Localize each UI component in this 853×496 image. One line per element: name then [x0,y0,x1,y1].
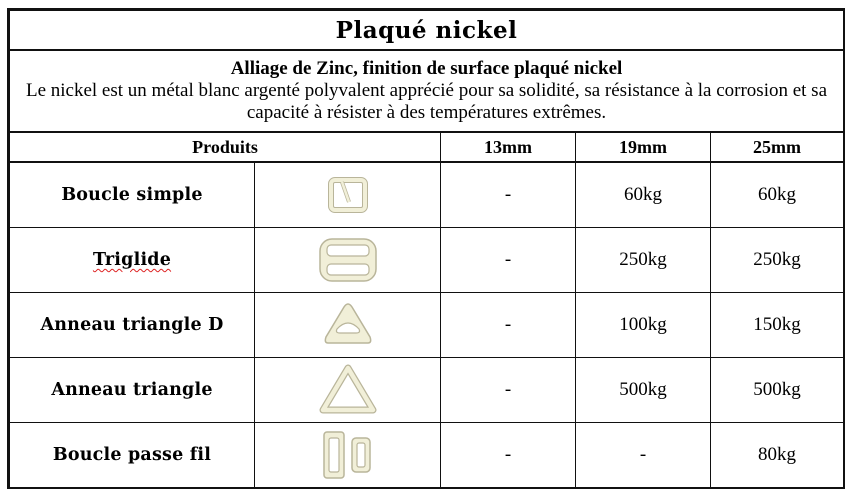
value-19mm: 500kg [576,358,711,423]
product-table [9,10,844,488]
value-25mm: 500kg [711,358,844,423]
value-13mm: - [441,423,576,488]
product-name: Anneau triangle [10,358,255,423]
description-subtitle: Alliage de Zinc, finition de surface plaqué nickel [230,58,623,79]
value-19mm: 60kg [576,162,711,228]
product-name [10,228,255,293]
header-13mm: 13mm [441,132,576,162]
value-25mm: 80kg [711,423,844,488]
description-text: Le nickel est un métal blanc argenté polyvalent apprécié pour sa solidité, sa résistance à la corrosion et sa capacité à résister à des températures extrêmes. [25,80,828,123]
product-image [255,228,441,293]
value-13mm: - [441,162,576,228]
header-products: Produits [10,132,441,162]
value-25mm: 150kg [711,293,844,358]
header-19mm: 19mm [576,132,711,162]
product-image [255,162,441,228]
page-title: Plaqué nickel [10,11,844,51]
value-13mm: - [441,358,576,423]
triangle-ring-icon [319,364,377,416]
value-19mm: 100kg [576,293,711,358]
product-name: Anneau triangle D [10,293,255,358]
table-row [10,423,844,488]
document-frame [7,8,845,489]
table-row [10,358,844,423]
triglide-icon [316,235,380,285]
product-name: Boucle simple [10,162,255,228]
value-25mm: 60kg [711,162,844,228]
value-19mm: - [576,423,711,488]
value-13mm: - [441,293,576,358]
product-name-text: Triglide [92,250,172,270]
product-image [255,293,441,358]
value-25mm: 250kg [711,228,844,293]
value-19mm: 250kg [576,228,711,293]
header-25mm: 25mm [711,132,844,162]
description [10,50,844,132]
wire-buckle-icon [320,428,376,482]
table-row [10,293,844,358]
d-ring-icon [318,299,378,351]
buckle-icon [325,172,371,218]
value-13mm: - [441,228,576,293]
product-name: Boucle passe fil [10,423,255,488]
table-row [10,228,844,293]
product-image [255,423,441,488]
table-row [10,162,844,228]
product-image [255,358,441,423]
